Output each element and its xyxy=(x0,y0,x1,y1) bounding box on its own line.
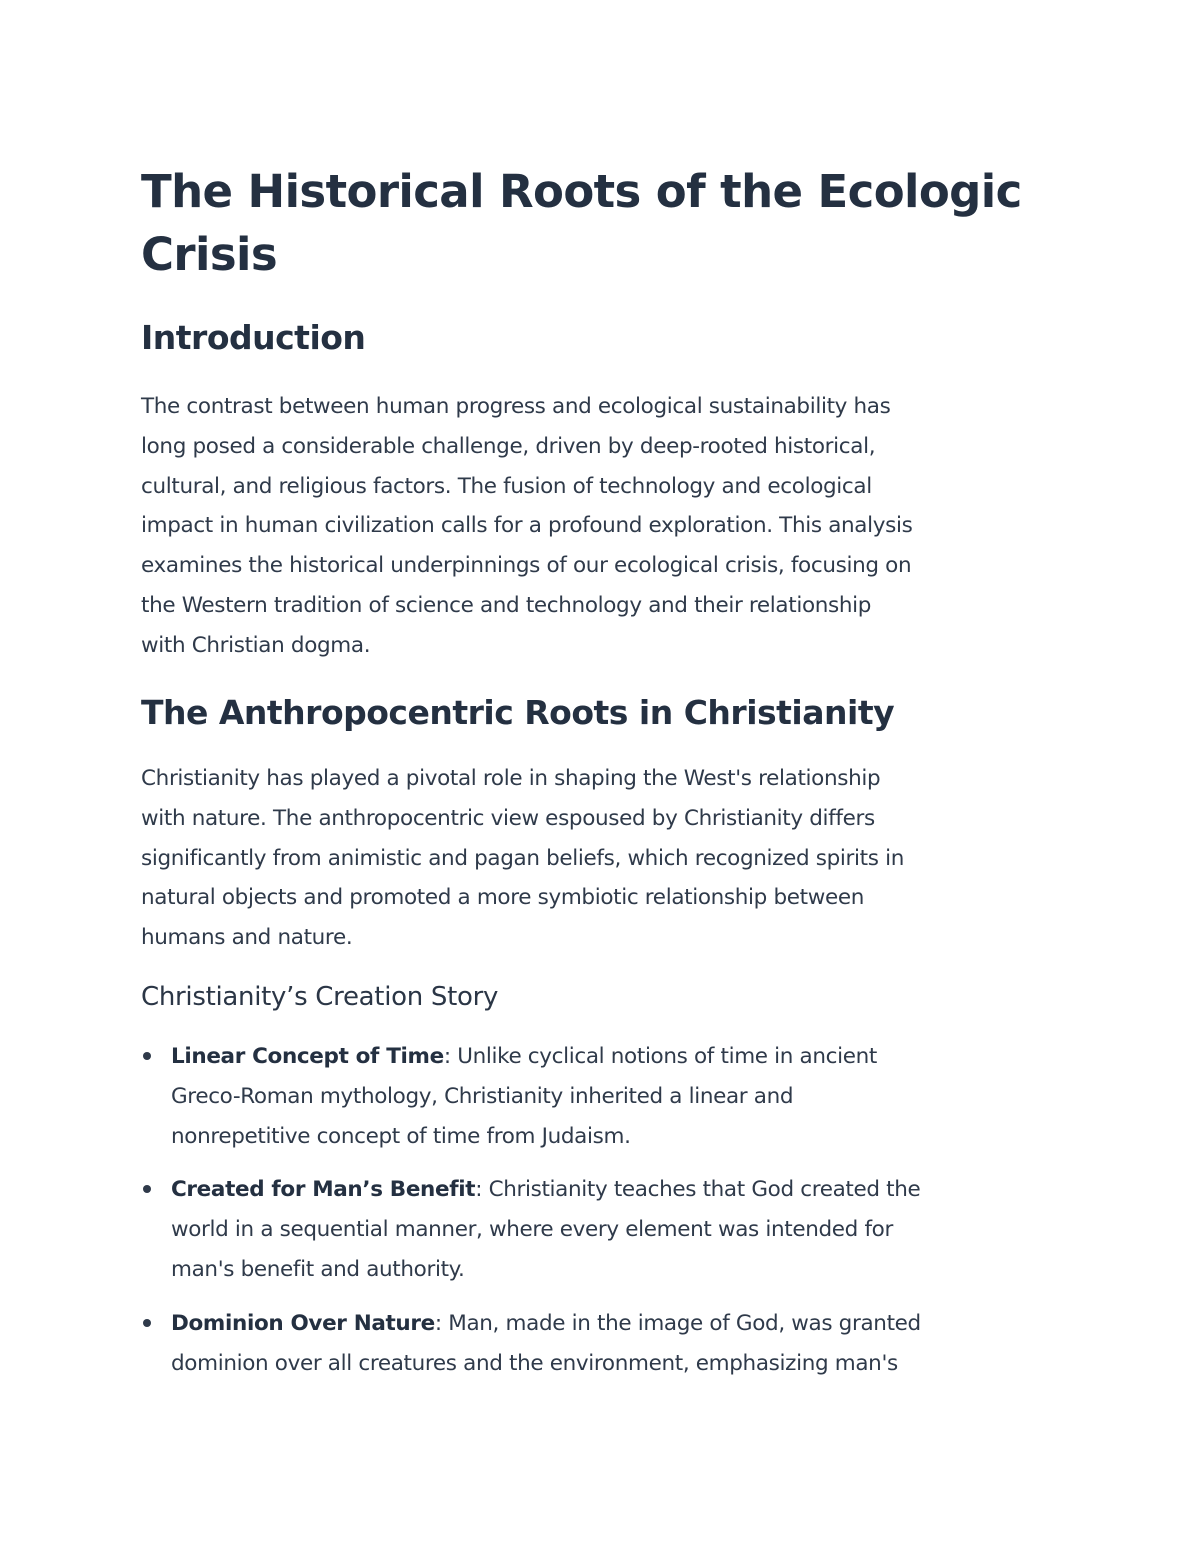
list-item-term: Linear Concept of Time xyxy=(171,1044,444,1069)
paragraph-line: humans and nature. xyxy=(141,925,353,951)
subsection-heading-creation-story: Christianity’s Creation Story xyxy=(141,982,499,1012)
paragraph-line: the Western tradition of science and technology and their relationship xyxy=(141,592,872,618)
list-item-first-line xyxy=(171,1304,1061,1344)
paragraph-line: cultural, and religious factors. The fusion of technology and ecological xyxy=(141,473,872,499)
introduction-paragraph xyxy=(141,387,1061,666)
list-item-text: : Man, made in the image of God, was granted xyxy=(434,1310,921,1336)
paragraph-line: impact in human civilization calls for a profound exploration. This analysis xyxy=(141,513,913,539)
paragraph-line: with nature. The anthropocentric view espoused by Christianity differs xyxy=(141,805,875,831)
list-item-text: : Unlike cyclical notions of time in ancient xyxy=(443,1044,877,1069)
list-item-term: Created for Man’s Benefit xyxy=(171,1177,476,1203)
paragraph-line: The contrast between human progress and ecological sustainability has xyxy=(141,394,891,419)
list-item-line: world in a sequential manner, where every element was intended for xyxy=(171,1217,893,1243)
bullet-icon xyxy=(143,1319,151,1327)
section-heading-anthropocentric-roots: The Anthropocentric Roots in Christianity xyxy=(141,693,895,732)
list-item-line: dominion over all creatures and the environment, emphasizing man's xyxy=(171,1350,898,1376)
list-item-line: Greco-Roman mythology, Christianity inherited a linear and xyxy=(171,1083,794,1109)
paragraph-line: significantly from animistic and pagan beliefs, which recognized spirits in xyxy=(141,845,904,871)
paragraph-line: natural objects and promoted a more symbiotic relationship between xyxy=(141,885,864,911)
section-heading-introduction: Introduction xyxy=(141,318,366,357)
paragraph-line: Christianity has played a pivotal role in shaping the West's relationship xyxy=(141,766,881,791)
list-item xyxy=(141,1170,1061,1289)
paragraph-line: examines the historical underpinnings of our ecological crisis, focusing on xyxy=(141,553,912,579)
anthropocentric-paragraph xyxy=(141,759,1061,958)
paragraph-line: with Christian dogma. xyxy=(141,632,371,658)
list-item-text: : Christianity teaches that God created the xyxy=(475,1177,921,1203)
title-line: Crisis xyxy=(141,228,278,281)
list-item-term: Dominion Over Nature xyxy=(171,1310,435,1336)
paragraph-line: long posed a considerable challenge, driven by deep-rooted historical, xyxy=(141,433,876,459)
bullet-icon xyxy=(143,1185,151,1193)
list-item xyxy=(141,1037,1061,1156)
document-title xyxy=(141,160,1061,286)
bullet-icon xyxy=(143,1052,151,1060)
list-item-first-line xyxy=(171,1037,1061,1077)
list-item-line: nonrepetitive concept of time from Judaism. xyxy=(171,1123,631,1149)
list-item-line: man's benefit and authority. xyxy=(171,1256,465,1282)
list-item-first-line xyxy=(171,1170,1061,1210)
title-line: The Historical Roots of the Ecologic xyxy=(141,165,1022,218)
creation-story-list xyxy=(141,1037,1061,1397)
list-item xyxy=(141,1304,1061,1384)
